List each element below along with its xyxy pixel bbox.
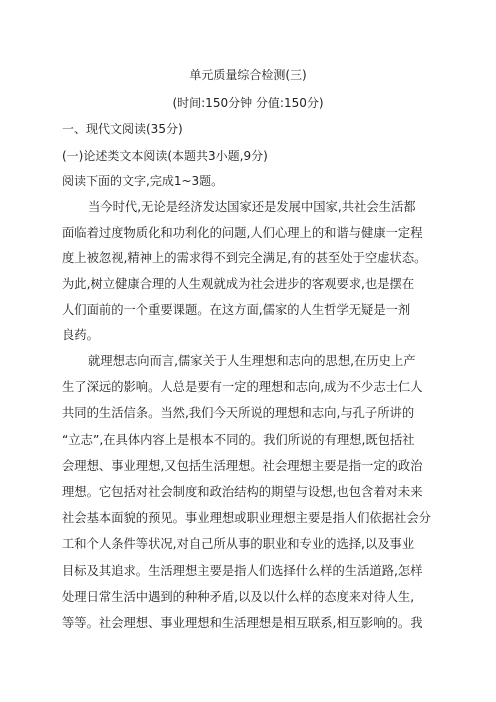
paragraph-line: “立志”,在具体内容上是根本不同的。我们所说的有理想,既包括社 xyxy=(62,433,415,447)
paragraph-line: 度上被忽视,精神上的需求得不到完全满足,有的甚至处于空虚状态。 xyxy=(62,251,427,265)
section-subheading: (一)论述类文本阅读(本题共3小题,9分) xyxy=(62,149,268,163)
instruction-text: 阅读下面的文字,完成1~3题。 xyxy=(62,174,224,188)
document-title: 单元质量综合检测(三) xyxy=(189,68,307,82)
paragraph-line: 目标及其追求。生活理想主要是指人们选择什么样的生活道路,怎样 xyxy=(62,564,423,578)
document-subtitle: (时间:150分钟 分值:150分) xyxy=(172,96,324,110)
paragraph-line: 等等。社会理想、事业理想和生活理想是相互联系,相互影响的。我 xyxy=(62,616,423,630)
paragraph-line: 面临着过度物质化和功利化的问题,人们心理上的和谐与健康一定程 xyxy=(62,226,423,240)
paragraph-line: 良药。 xyxy=(62,328,99,342)
paragraph-line: 社会基本面貌的预见。事业理想或职业理想主要是指人们依据社会分 xyxy=(62,511,431,525)
paragraph-line: 生了深远的影响。人总是要有一定的理想和志向,成为不少志士仁人 xyxy=(62,380,423,394)
paragraph-line: 人们面前的一个重要课题。在这方面,儒家的人生哲学无疑是一剂 xyxy=(62,303,411,317)
paragraph-line: 处理日常生活中遇到的种种矛盾,以及以什么样的态度来对待人生, xyxy=(62,590,415,604)
paragraph-line: 为此,树立健康合理的人生观就成为社会进步的客观要求,也是摆在 xyxy=(62,277,415,291)
paragraph-line: 工和个人条件等状况,对自己所从事的职业和专业的选择,以及事业 xyxy=(62,537,415,551)
paragraph-line: 会理想、事业理想,又包括生活理想。社会理想主要是指一定的政治 xyxy=(62,459,423,473)
paragraph-line: 理想。它包括对社会制度和政治结构的期望与设想,也包含着对未来 xyxy=(62,485,423,499)
paragraph-line: 就理想志向而言,儒家关于人生理想和志向的思想,在历史上产 xyxy=(88,354,416,368)
section-heading: 一、现代文阅读(35分) xyxy=(62,122,183,136)
paragraph-line: 当今时代,无论是经济发达国家还是发展中国家,共社会生活都 xyxy=(88,200,416,214)
paragraph-line: 共同的生活信条。当然,我们今天所说的理想和志向,与孔子所讲的 xyxy=(62,406,415,420)
